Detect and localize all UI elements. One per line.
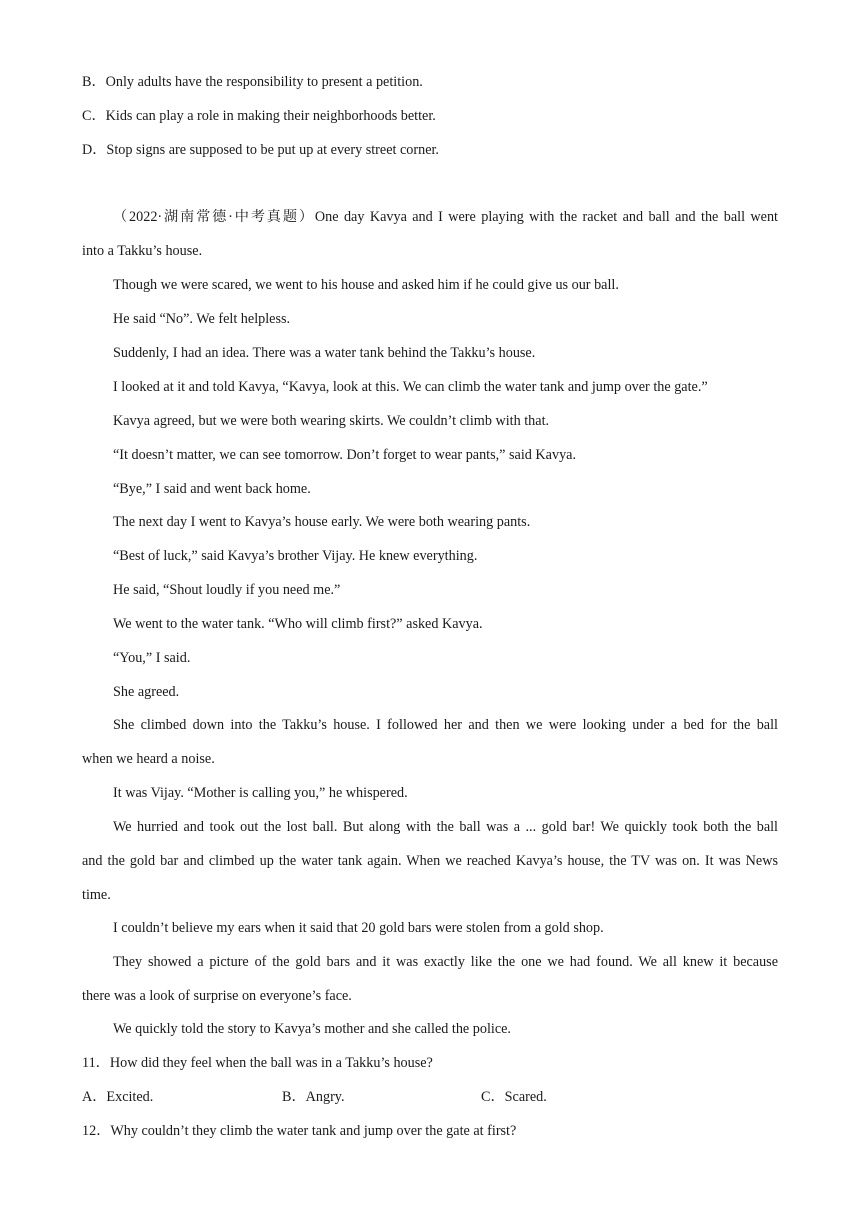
paragraph: The next day I went to Kavya’s house early. We were both wearing pants. — [113, 514, 531, 530]
paragraph: I looked at it and told Kavya, “Kavya, look at this. We can climb the water tank and jump over the gate.” — [113, 379, 708, 395]
paragraph: She agreed. — [113, 684, 180, 700]
paragraph-showed-line1: They showed a picture of the gold bars and it was exactly like the one we had found. We all knew it because — [113, 954, 778, 970]
question-11-option-a: A．Excited. — [82, 1089, 154, 1105]
paragraph-showed-line2: there was a look of surprise on everyone’s face. — [82, 988, 352, 1004]
paragraph: “Bye,” I said and went back home. — [113, 481, 311, 497]
paragraph: Though we were scared, we went to his house and asked him if he could give us our ball. — [113, 277, 619, 293]
question-12-stem: 12．Why couldn’t they climb the water tank and jump over the gate at first? — [82, 1123, 517, 1139]
paragraph-vijay: It was Vijay. “Mother is calling you,” he whispered. — [113, 785, 408, 801]
paragraph-climbed-line1: She climbed down into the Takku’s house. I followed her and then we were looking under a bed for the ball — [113, 717, 778, 733]
intro-text: One day Kavya and I were playing with the racket and ball and the ball went — [314, 209, 778, 225]
passage-intro-line1 — [113, 207, 778, 227]
paragraph-believe: I couldn’t believe my ears when it said that 20 gold bars were stolen from a gold shop. — [113, 920, 604, 936]
paragraph-hurried-line1: We hurried and took out the lost ball. But along with the ball was a ... gold bar! We quickly took both the ball — [113, 819, 778, 835]
paragraph: He said “No”. We felt helpless. — [113, 311, 291, 327]
paragraph: Kavya agreed, but we were both wearing skirts. We couldn’t climb with that. — [113, 413, 550, 429]
paragraph-told: We quickly told the story to Kavya’s mother and she called the police. — [113, 1021, 511, 1037]
option-b-prev: B．Only adults have the responsibility to present a petition. — [82, 74, 423, 90]
source-tag: （2022·湖南常德·中考真题） — [113, 209, 315, 225]
paragraph: “Best of luck,” said Kavya’s brother Vijay. He knew everything. — [113, 548, 478, 564]
question-11-stem: 11．How did they feel when the ball was in a Takku’s house? — [82, 1055, 433, 1071]
paragraph: “You,” I said. — [113, 650, 191, 666]
paragraph: He said, “Shout loudly if you need me.” — [113, 582, 341, 598]
option-c-prev: C．Kids can play a role in making their neighborhoods better. — [82, 108, 436, 124]
option-d-prev: D．Stop signs are supposed to be put up at every street corner. — [82, 142, 439, 158]
paragraph-hurried-line3: time. — [82, 887, 111, 903]
paragraph: We went to the water tank. “Who will climb first?” asked Kavya. — [113, 616, 483, 632]
question-11-option-b: B．Angry. — [282, 1089, 345, 1105]
question-11-option-c: C．Scared. — [481, 1089, 547, 1105]
paragraph-climbed-line2: when we heard a noise. — [82, 751, 215, 767]
passage-intro-line2: into a Takku’s house. — [82, 243, 203, 259]
paragraph: “It doesn’t matter, we can see tomorrow. Don’t forget to wear pants,” said Kavya. — [113, 447, 577, 463]
paragraph: Suddenly, I had an idea. There was a water tank behind the Takku’s house. — [113, 345, 536, 361]
paragraph-hurried-line2: and the gold bar and climbed up the water tank again. When we reached Kavya’s house, the TV was on. It was News — [82, 853, 778, 869]
